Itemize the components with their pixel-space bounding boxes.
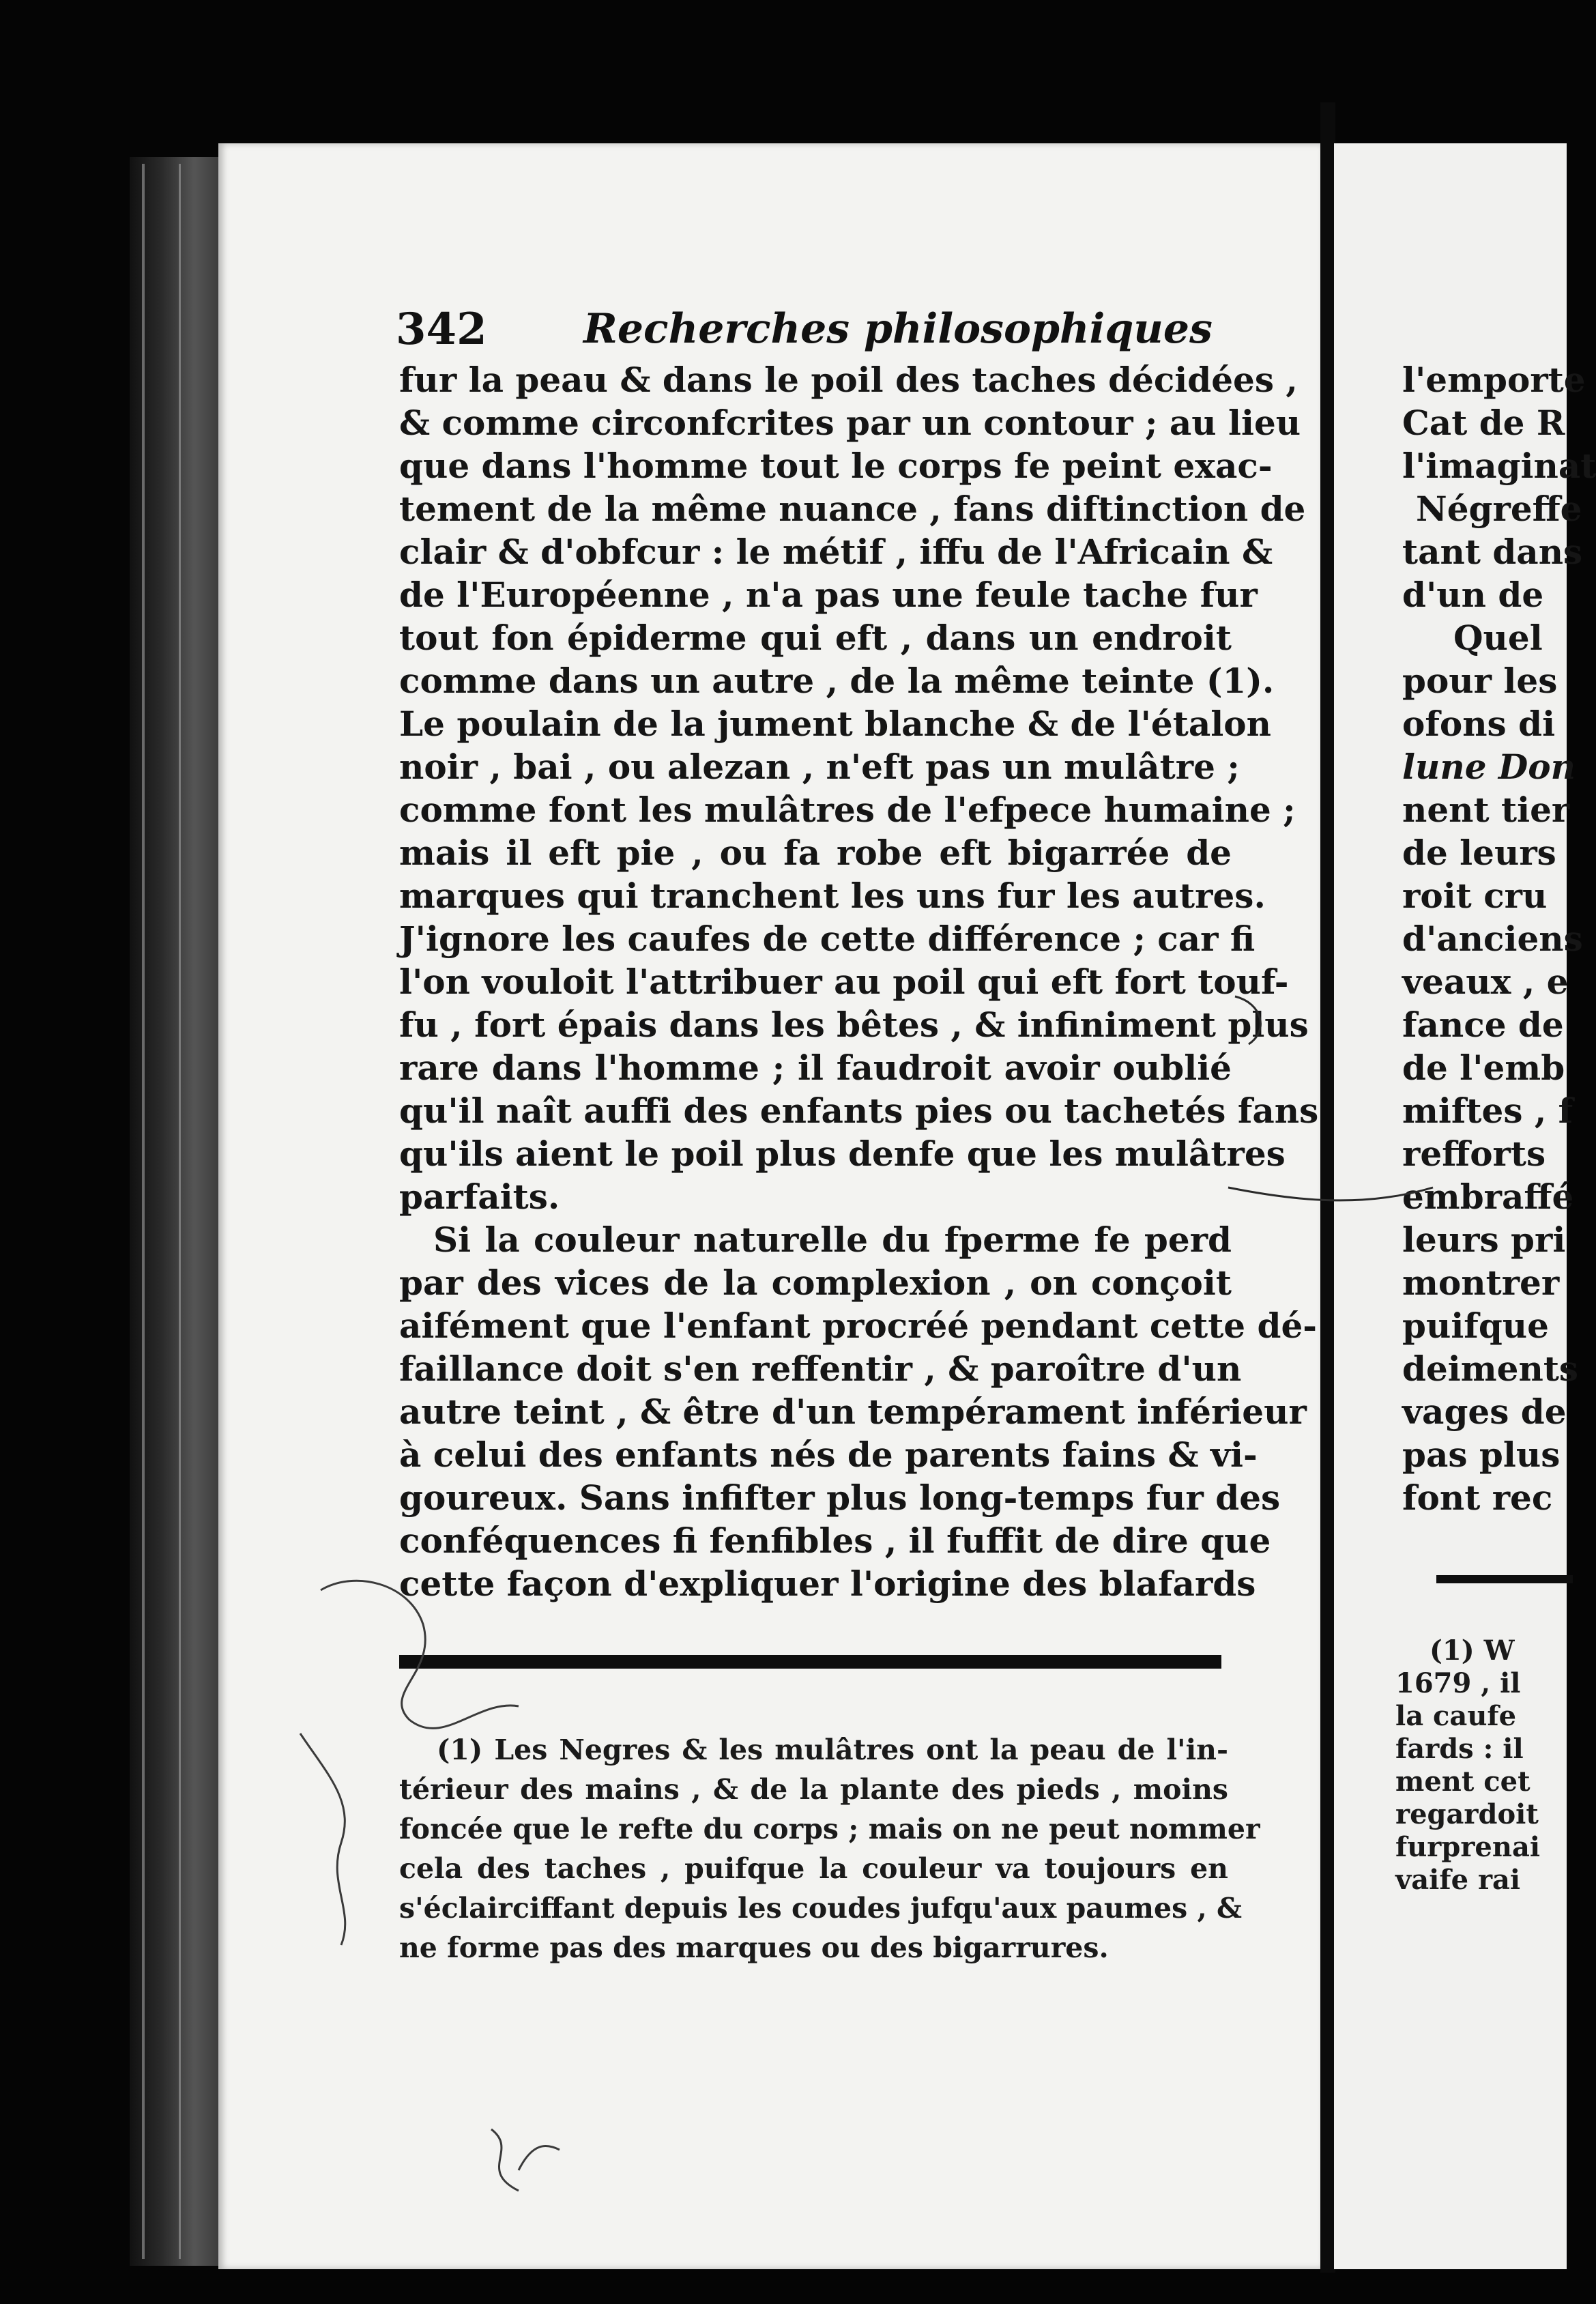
facing-text-line: Quel	[1453, 618, 1543, 658]
facing-text-line: veaux , e	[1402, 962, 1569, 1002]
facing-text-line: font rec	[1402, 1478, 1553, 1518]
text-line: l'on vouloit l'attribuer au poil qui eft fort touf-	[399, 962, 1289, 1002]
text-line: faillance doit s'en reffentir , & paroître d'un	[399, 1349, 1242, 1389]
footnote-line: cela des taches , puifque la couleur va toujours en	[399, 1852, 1228, 1885]
page-number: 342	[396, 304, 487, 355]
facing-text-line: de leurs	[1402, 833, 1556, 873]
gutter-edge-line	[179, 164, 181, 2259]
text-line: comme dans un autre , de la même teinte (1).	[399, 661, 1275, 701]
text-line: qu'ils aient le poil plus denfe que les mulâtres	[399, 1134, 1286, 1174]
facing-text-line: ofons di	[1402, 704, 1556, 744]
body-text	[399, 358, 1319, 1605]
facing-footnote-line: ment cet	[1395, 1766, 1530, 1798]
text-line: J'ignore les caufes de cette différence ; car fi	[399, 919, 1256, 959]
page-header	[396, 304, 1215, 365]
facing-footnote-line: (1) W	[1430, 1635, 1515, 1667]
facing-text-line: pas plus	[1402, 1435, 1561, 1475]
facing-text-line: pour les	[1402, 661, 1558, 701]
text-line: comme font les mulâtres de l'efpece humaine ;	[399, 790, 1296, 830]
facing-footnote-line: fards : il	[1395, 1733, 1524, 1765]
facing-footnote-line: la caufe	[1395, 1700, 1517, 1732]
running-title: Recherches philosophiques	[583, 305, 1213, 353]
footnote-line: s'éclairciffant depuis les coudes jufqu'aux paumes , &	[399, 1892, 1243, 1925]
text-line: cette façon d'expliquer l'origine des blafards	[399, 1564, 1256, 1604]
footnote-line: foncée que le refte du corps ; mais on ne peut nommer	[399, 1813, 1260, 1845]
facing-text-line: montrer	[1402, 1263, 1560, 1303]
facing-page-text	[1402, 358, 1596, 1519]
text-line: aifément que l'enfant procréé pendant cette dé-	[399, 1306, 1318, 1346]
facing-text-line: de l'emb	[1402, 1048, 1565, 1088]
text-line: Si la couleur naturelle du fperme fe perd	[433, 1220, 1232, 1260]
facing-footnote-line: 1679 , il	[1395, 1667, 1521, 1699]
facing-footnote-separator	[1436, 1575, 1573, 1583]
facing-text-line: Négreffe	[1416, 489, 1582, 529]
text-line: par des vices de la complexion , on conçoit	[399, 1263, 1232, 1303]
facing-text-line: roit cru	[1402, 876, 1548, 916]
text-line: & comme circonfcrites par un contour ; au lieu	[399, 403, 1301, 443]
facing-text-line: vages de	[1402, 1392, 1567, 1432]
text-line: marques qui tranchent les uns fur les autres.	[399, 876, 1266, 916]
facing-text-line: fance de	[1402, 1005, 1564, 1045]
footnote-separator	[399, 1655, 1221, 1669]
footnote-line: ne forme pas des marques ou des bigarrures.	[399, 1931, 1109, 1964]
facing-text-line: nent tier	[1402, 790, 1570, 830]
text-line: parfaits.	[399, 1177, 560, 1217]
page-fold-shadow	[1320, 102, 1335, 2273]
facing-text-line: leurs pri	[1402, 1220, 1566, 1260]
facing-text-line: puifque	[1402, 1306, 1549, 1346]
facing-text-line: refforts	[1402, 1134, 1546, 1174]
footnotes	[399, 1730, 1260, 1968]
gutter-edge-line	[142, 164, 145, 2259]
text-line: autre teint , & être d'un tempérament inférieur	[399, 1392, 1307, 1432]
facing-footnote-line: furprenai	[1395, 1831, 1541, 1863]
text-line: goureux. Sans infifter plus long-temps fur des	[399, 1478, 1281, 1518]
facing-text-line: miftes , f	[1402, 1091, 1573, 1131]
text-line: Le poulain de la jument blanche & de l'étalon	[399, 704, 1271, 744]
facing-text-line: l'imaginat	[1402, 446, 1596, 486]
facing-text-line: Cat de R	[1402, 403, 1565, 443]
facing-footnote-line: regardoit	[1395, 1798, 1539, 1830]
facing-page-footnote	[1395, 1635, 1580, 1897]
text-line: tement de la même nuance , fans diftinction de	[399, 489, 1306, 529]
text-line: mais il eft pie , ou fa robe eft bigarrée de	[399, 833, 1232, 873]
footnote-line: térieur des mains , & de la plante des pieds , moins	[399, 1773, 1228, 1806]
facing-text-line: tant dans	[1402, 532, 1583, 572]
text-line: que dans l'homme tout le corps fe peint exac-	[399, 446, 1273, 486]
facing-text-line: deiments	[1402, 1349, 1579, 1389]
text-line: à celui des enfants nés de parents fains & vi-	[399, 1435, 1258, 1475]
text-line: fur la peau & dans le poil des taches décidées ,	[399, 360, 1298, 400]
facing-text-line: d'anciens	[1402, 919, 1583, 959]
text-line: de l'Européenne , n'a pas une feule tache fur	[399, 575, 1258, 615]
facing-text-line: embraffé	[1402, 1177, 1574, 1217]
facing-text-line: lune Don	[1402, 747, 1576, 787]
text-line: fu , fort épais dans les bêtes , & infiniment plus	[399, 1005, 1309, 1045]
footnote-line: (1) Les Negres & les mulâtres ont la peau de l'in-	[437, 1733, 1228, 1766]
text-line: clair & d'obfcur : le métif , iffu de l'Africain &	[399, 532, 1273, 572]
text-line: rare dans l'homme ; il faudroit avoir oublié	[399, 1048, 1232, 1088]
text-line: conféquences fi fenfibles , il fuffit de dire que	[399, 1521, 1271, 1561]
facing-footnote-line: vaife rai	[1395, 1864, 1521, 1896]
text-line: qu'il naît auffi des enfants pies ou tachetés fans	[399, 1091, 1319, 1131]
text-line: noir , bai , ou alezan , n'eft pas un mulâtre ;	[399, 747, 1240, 787]
facing-text-line: l'emporte	[1402, 360, 1586, 400]
text-line: tout fon épiderme qui eft , dans un endroit	[399, 618, 1232, 658]
facing-text-line: d'un de	[1402, 575, 1544, 615]
